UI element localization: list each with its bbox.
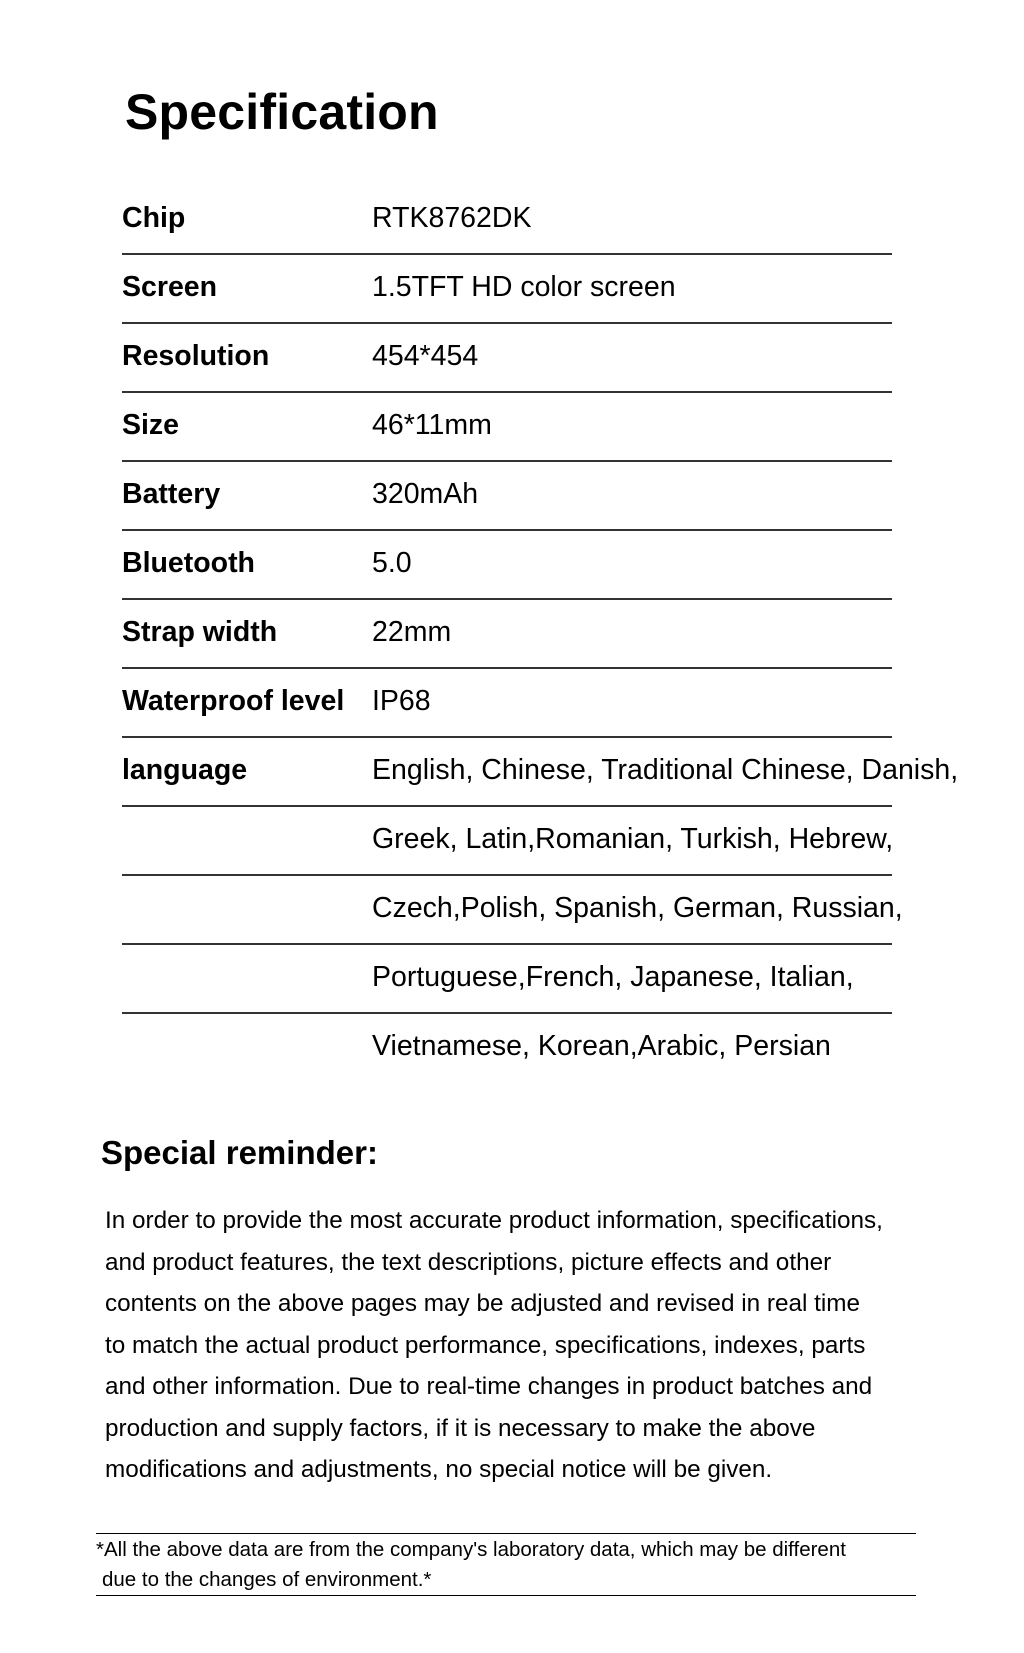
spec-label: Bluetooth <box>122 547 255 579</box>
spec-table <box>122 186 959 1083</box>
spec-row-strap-width <box>122 600 892 669</box>
spec-value: 46*11mm <box>372 409 492 441</box>
footnote-line: *All the above data are from the company's laboratory data, which may be different <box>96 1538 846 1561</box>
spec-label: Waterproof level <box>122 685 345 717</box>
spec-value: 1.5TFT HD color screen <box>372 271 676 303</box>
footnote-line: due to the changes of environment.* <box>102 1568 432 1591</box>
spec-row-language <box>122 738 959 807</box>
reminder-line: modifications and adjustments, no special notice will be given. <box>105 1456 773 1483</box>
spec-row-chip <box>122 186 892 255</box>
reminder-paragraph <box>105 1200 965 1491</box>
spec-value: 5.0 <box>372 547 412 579</box>
spec-row-language-cont <box>122 876 903 945</box>
spec-row-waterproof <box>122 669 892 738</box>
spec-label: Battery <box>122 478 221 510</box>
spec-row-battery <box>122 462 892 531</box>
spec-label: Size <box>122 409 180 441</box>
spec-row-resolution <box>122 324 892 393</box>
spec-row-bluetooth <box>122 531 892 600</box>
spec-label: Resolution <box>122 340 270 372</box>
spec-value: Czech,Polish, Spanish, German, Russian, <box>372 892 903 924</box>
reminder-title: Special reminder: <box>101 1134 378 1171</box>
footnote <box>96 1533 916 1596</box>
spec-value: English, Chinese, Traditional Chinese, Danish, <box>372 754 959 786</box>
spec-label: Strap width <box>122 616 278 648</box>
reminder-line: production and supply factors, if it is necessary to make the above <box>105 1414 816 1442</box>
spec-value: 22mm <box>372 616 452 648</box>
spec-value: Greek, Latin,Romanian, Turkish, Hebrew, <box>372 823 894 855</box>
spec-label: language <box>122 754 248 786</box>
spec-value: Portuguese,French, Japanese, Italian, <box>372 961 854 993</box>
spec-row-language-cont <box>122 945 892 1014</box>
spec-value: 320mAh <box>372 478 479 510</box>
reminder-line: In order to provide the most accurate product information, specifications, <box>105 1207 883 1234</box>
spec-row-language-cont <box>122 1014 892 1083</box>
spec-row-screen <box>122 255 892 324</box>
spec-value: Vietnamese, Korean,Arabic, Persian <box>372 1030 831 1062</box>
page-title: Specification <box>125 84 439 140</box>
spec-label: Chip <box>122 202 186 234</box>
reminder-line: to match the actual product performance, specifications, indexes, parts <box>105 1331 866 1359</box>
spec-value: IP68 <box>372 685 431 717</box>
spec-value: RTK8762DK <box>372 202 532 234</box>
spec-value: 454*454 <box>372 340 479 372</box>
reminder-line: contents on the above pages may be adjusted and revised in real time <box>105 1290 861 1317</box>
reminder-line: and other information. Due to real-time changes in product batches and <box>105 1373 873 1400</box>
reminder-line: and product features, the text descriptions, picture effects and other <box>105 1248 832 1276</box>
spec-row-size <box>122 393 892 462</box>
spec-label: Screen <box>122 271 218 303</box>
spec-row-language-cont <box>122 807 892 876</box>
